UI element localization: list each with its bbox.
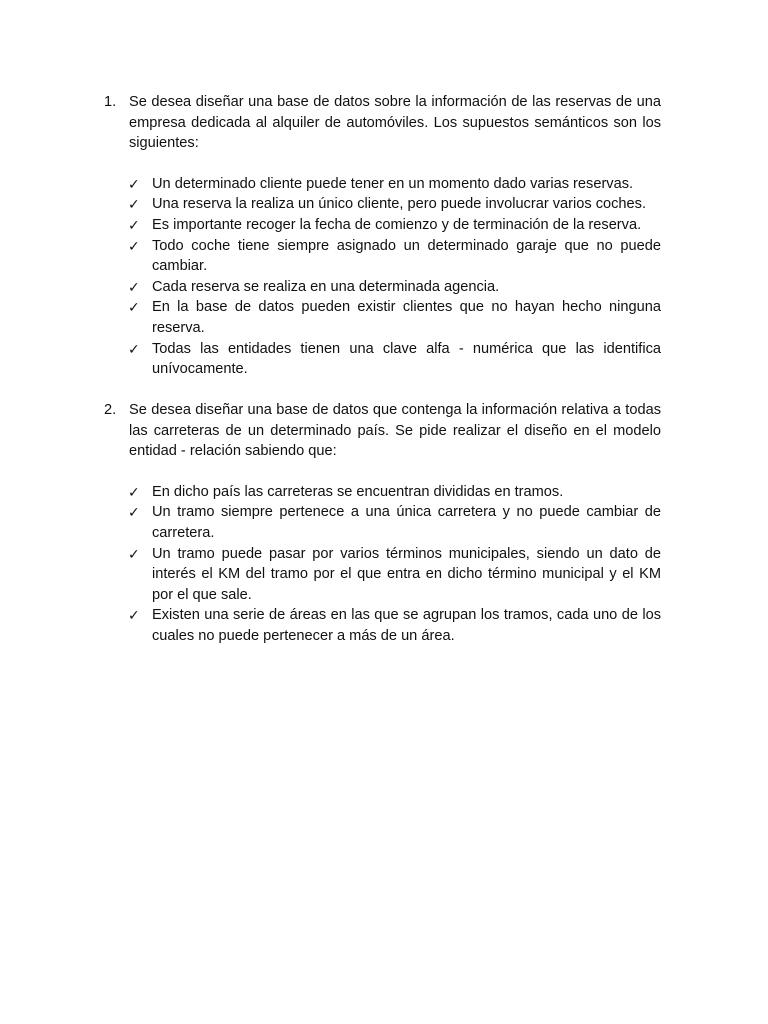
requirements-list [104, 482, 661, 647]
list-item-text: Un determinado cliente puede tener en un momento dado varias reservas. [152, 175, 634, 192]
list-item [104, 502, 661, 543]
list-item [104, 215, 661, 236]
checkmark-icon: ✓ [128, 483, 140, 500]
list-item [104, 605, 661, 646]
exercise-number: 2. [104, 402, 117, 418]
checkmark-icon: ✓ [128, 340, 140, 357]
list-item-text: Un tramo puede pasar por varios términos municipales, siendo un dato de interés el KM del tramo por el que entra en dicho término municipal y el KM por el que sale. [152, 545, 661, 603]
list-item-text: Todas las entidades tienen una clave alfa - numérica que las identifica unívocamente. [152, 340, 661, 378]
exercise-intro: Se desea diseñar una base de datos que contenga la información relativa a todas las carreteras de un determinado país. Se pide realizar el diseño en el modelo entidad - relación sabiendo que: [129, 402, 661, 460]
checkmark-icon: ✓ [128, 175, 140, 192]
list-item-text: Es importante recoger la fecha de comienzo y de terminación de la reserva. [152, 216, 642, 233]
checkmark-icon: ✓ [128, 299, 140, 316]
list-item-text: Una reserva la realiza un único cliente, pero puede involucrar varios coches. [152, 196, 647, 213]
list-item [104, 339, 661, 380]
list-item [104, 174, 661, 195]
exercise-2 [104, 400, 661, 647]
exercise-intro: Se desea diseñar una base de datos sobre la información de las reservas de una empresa dedicada al alquiler de automóviles. Los supuestos semánticos son los siguientes: [129, 94, 661, 152]
list-item [104, 194, 661, 215]
list-item-text: En la base de datos pueden existir clientes que no hayan hecho ninguna reserva. [152, 299, 661, 336]
exercise-1 [104, 92, 661, 380]
requirements-list [104, 174, 661, 380]
list-item-text: Existen una serie de áreas en las que se agrupan los tramos, cada uno de los cuales no puede pertenecer a más de un área. [152, 607, 661, 644]
list-item-text: Cada reserva se realiza en una determinada agencia. [152, 278, 500, 295]
list-item [104, 297, 661, 338]
checkmark-icon: ✓ [128, 545, 140, 562]
checkmark-icon: ✓ [128, 278, 140, 295]
checkmark-icon: ✓ [128, 504, 140, 521]
list-item [104, 482, 661, 503]
list-item-text: Un tramo siempre pertenece a una única carretera y no puede cambiar de carretera. [152, 504, 661, 541]
exercise-number: 1. [104, 94, 117, 110]
list-item-text: En dicho país las carreteras se encuentran divididas en tramos. [152, 483, 564, 500]
list-item-text: Todo coche tiene siempre asignado un determinado garaje que no puede cambiar. [152, 237, 661, 275]
list-item [104, 277, 661, 298]
checkmark-icon: ✓ [128, 237, 140, 254]
checkmark-icon: ✓ [128, 607, 140, 624]
checkmark-icon: ✓ [128, 216, 140, 233]
list-item [104, 544, 661, 606]
list-item [104, 236, 661, 277]
checkmark-icon: ✓ [128, 196, 140, 213]
